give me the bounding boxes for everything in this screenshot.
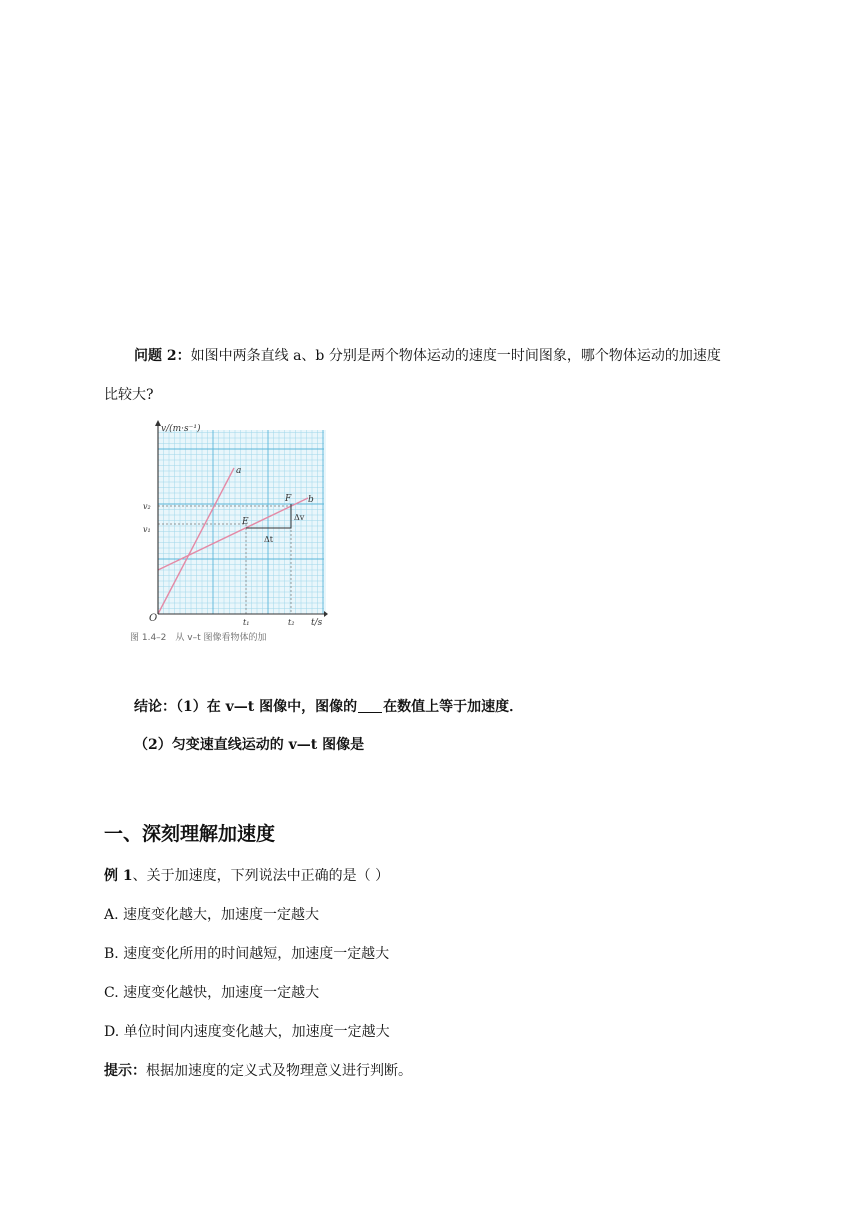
delta-v-label: Δv [294, 513, 305, 522]
example-1-question: 、关于加速度，下列说法中正确的是（ ） [132, 868, 390, 884]
hint [104, 1061, 412, 1081]
conclusion-part1-prefix: 结论：（1）在 v—t 图像中，图像的 [134, 699, 358, 715]
example-1-stem [104, 866, 389, 886]
conclusion-part1 [134, 697, 523, 717]
question-2-line1 [134, 346, 721, 366]
vt-graph-figure [128, 418, 328, 646]
line-a-label: a [236, 466, 242, 476]
question-2-text: 如图中两条直线 a、b 分别是两个物体运动的速度一时间图象，哪个物体运动的加速度 [190, 348, 721, 364]
example-1-label: 例 1 [104, 868, 133, 884]
tick-t2: t₂ [288, 618, 295, 627]
option-c: C. 速度变化越快，加速度一定越大 [104, 985, 320, 1001]
option-d: D. 单位时间内速度变化越大，加速度一定越大 [104, 1024, 390, 1040]
figure-caption: 图 1.4–2 从 v–t 图像看物体的加 [130, 633, 267, 643]
vt-graph [128, 418, 328, 646]
line-b-label: b [308, 495, 314, 505]
hint-text: 根据加速度的定义式及物理意义进行判断。 [146, 1063, 412, 1079]
option-b: B. 速度变化所用的时间越短，加速度一定越大 [104, 946, 390, 962]
question-2-line2: 比较大? [104, 387, 154, 403]
delta-t-label: Δt [264, 535, 273, 544]
y-axis-label: v/(m·s⁻¹) [161, 424, 201, 434]
point-f-label: F [285, 494, 292, 504]
tick-v2: v₂ [143, 502, 151, 511]
tick-t1: t₁ [243, 618, 250, 627]
origin-label: O [149, 613, 158, 624]
option-a: A. 速度变化越大，加速度一定越大 [104, 907, 320, 923]
x-axis-label: t/s [311, 618, 323, 628]
hint-label: 提示： [104, 1063, 146, 1079]
answer-blank [358, 698, 382, 713]
tick-v1: v₁ [143, 525, 151, 534]
conclusion-part1-suffix: 在数值上等于加速度． [383, 699, 524, 715]
section-heading: 一、深刻理解加速度 [104, 823, 276, 845]
point-e-label: E [242, 517, 249, 527]
question-2-label: 问题 2： [134, 348, 191, 364]
conclusion-part2: （2）匀变速直线运动的 v—t 图像是 [134, 737, 365, 753]
